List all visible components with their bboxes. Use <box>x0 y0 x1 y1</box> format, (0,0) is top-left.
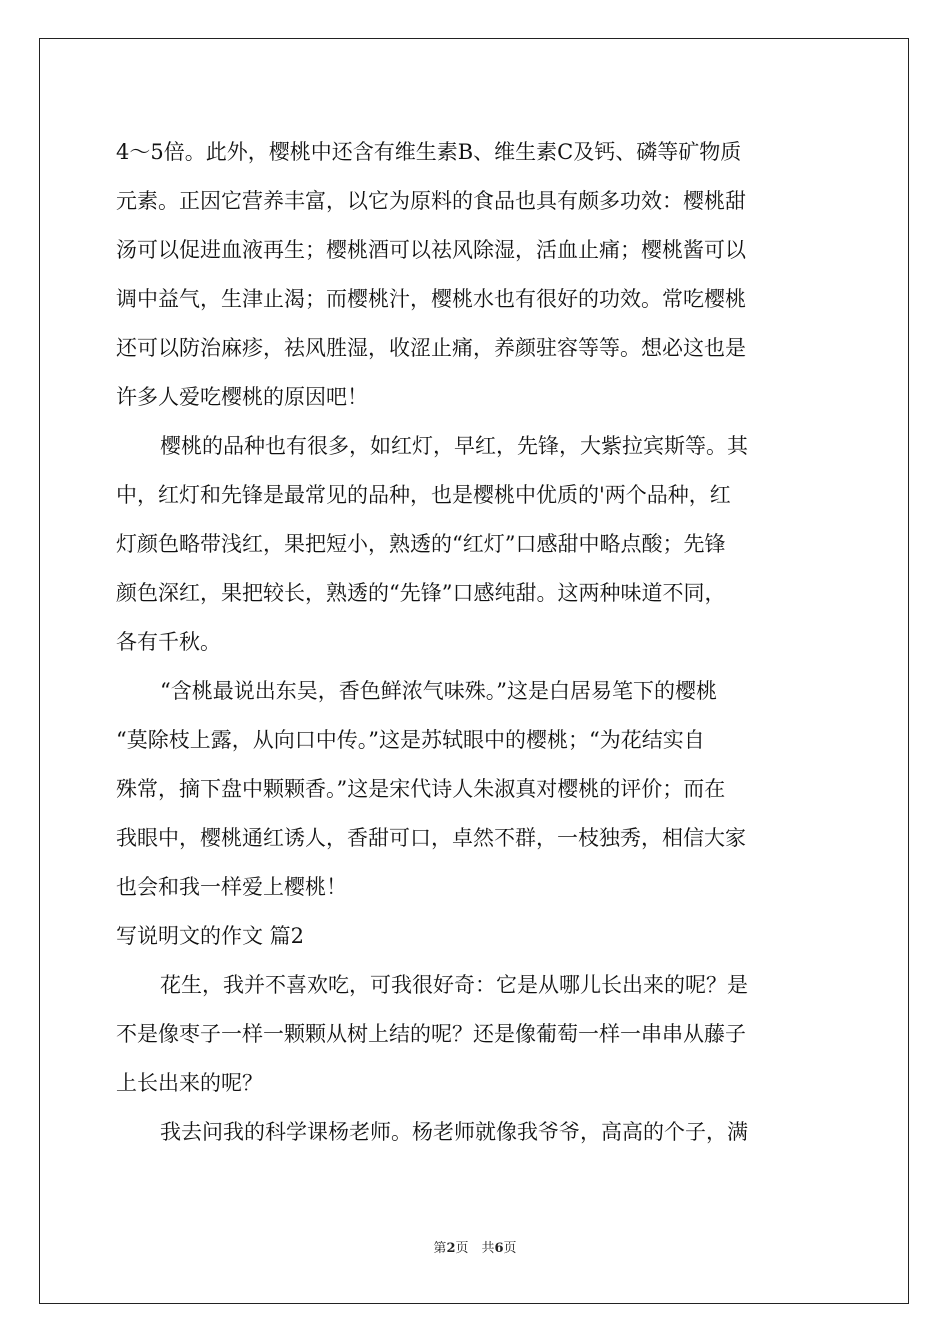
paragraph-start: 花生，我并不喜欢吃，可我很好奇：它是从哪儿长出来的呢？是 <box>160 973 748 997</box>
body-line: 我眼中，樱桃通红诱人，香甜可口，卓然不群，一枝独秀，相信大家 <box>116 826 746 850</box>
body-line: 4～5倍。此外，樱桃中还含有维生素B、维生素C及钙、磷等矿物质 <box>116 140 742 164</box>
body-line: 殊常，摘下盘中颗颗香。”这是宋代诗人朱淑真对樱桃的评价；而在 <box>116 777 726 801</box>
paragraph-start: 樱桃的品种也有很多，如红灯，早红，先锋，大紫拉宾斯等。其 <box>160 434 748 458</box>
body-line: 上长出来的呢？ <box>116 1071 263 1095</box>
footer-suffix: 页 <box>503 1241 517 1256</box>
body-line: 许多人爱吃樱桃的原因吧！ <box>116 385 368 409</box>
body-line: 各有千秋。 <box>116 630 221 654</box>
paragraph-start: 我去问我的科学课杨老师。杨老师就像我爷爷，高高的个子，满 <box>160 1120 748 1144</box>
body-line: 中，红灯和先锋是最常见的品种，也是樱桃中优质的'两个品种，红 <box>116 483 731 507</box>
body-line: 调中益气，生津止渴；而樱桃汁，樱桃水也有很好的功效。常吃樱桃 <box>116 287 746 311</box>
body-line: 不是像枣子一样一颗颗从树上结的呢？还是像葡萄一样一串串从藤子 <box>116 1022 746 1046</box>
page-border <box>39 38 909 1304</box>
section-heading: 写说明文的作文 篇2 <box>116 924 305 948</box>
current-page-number: 2 <box>446 1241 456 1256</box>
total-page-count: 6 <box>494 1241 504 1256</box>
body-line: 颜色深红，果把较长，熟透的“先锋”口感纯甜。这两种味道不同， <box>116 581 726 605</box>
body-line: “莫除枝上露，从向口中传。”这是苏轼眼中的樱桃；“为花结实自 <box>116 728 705 752</box>
footer-mid: 页 共 <box>455 1241 495 1256</box>
footer-prefix: 第 <box>433 1241 447 1256</box>
body-line: 灯颜色略带浅红，果把短小，熟透的“红灯”口感甜中略点酸；先锋 <box>116 532 726 556</box>
body-line: 元素。正因它营养丰富，以它为原料的食品也具有颇多功效：樱桃甜 <box>116 189 746 213</box>
body-line: 还可以防治麻疹，祛风胜湿，收涩止痛，养颜驻容等等。想必这也是 <box>116 336 746 360</box>
body-line: 汤可以促进血液再生；樱桃酒可以祛风除湿，活血止痛；樱桃酱可以 <box>116 238 746 262</box>
page-number-footer <box>0 1237 950 1256</box>
body-line: 也会和我一样爱上樱桃！ <box>116 875 347 899</box>
paragraph-start: “含桃最说出东吴，香色鲜浓气味殊。”这是白居易笔下的樱桃 <box>160 679 717 703</box>
